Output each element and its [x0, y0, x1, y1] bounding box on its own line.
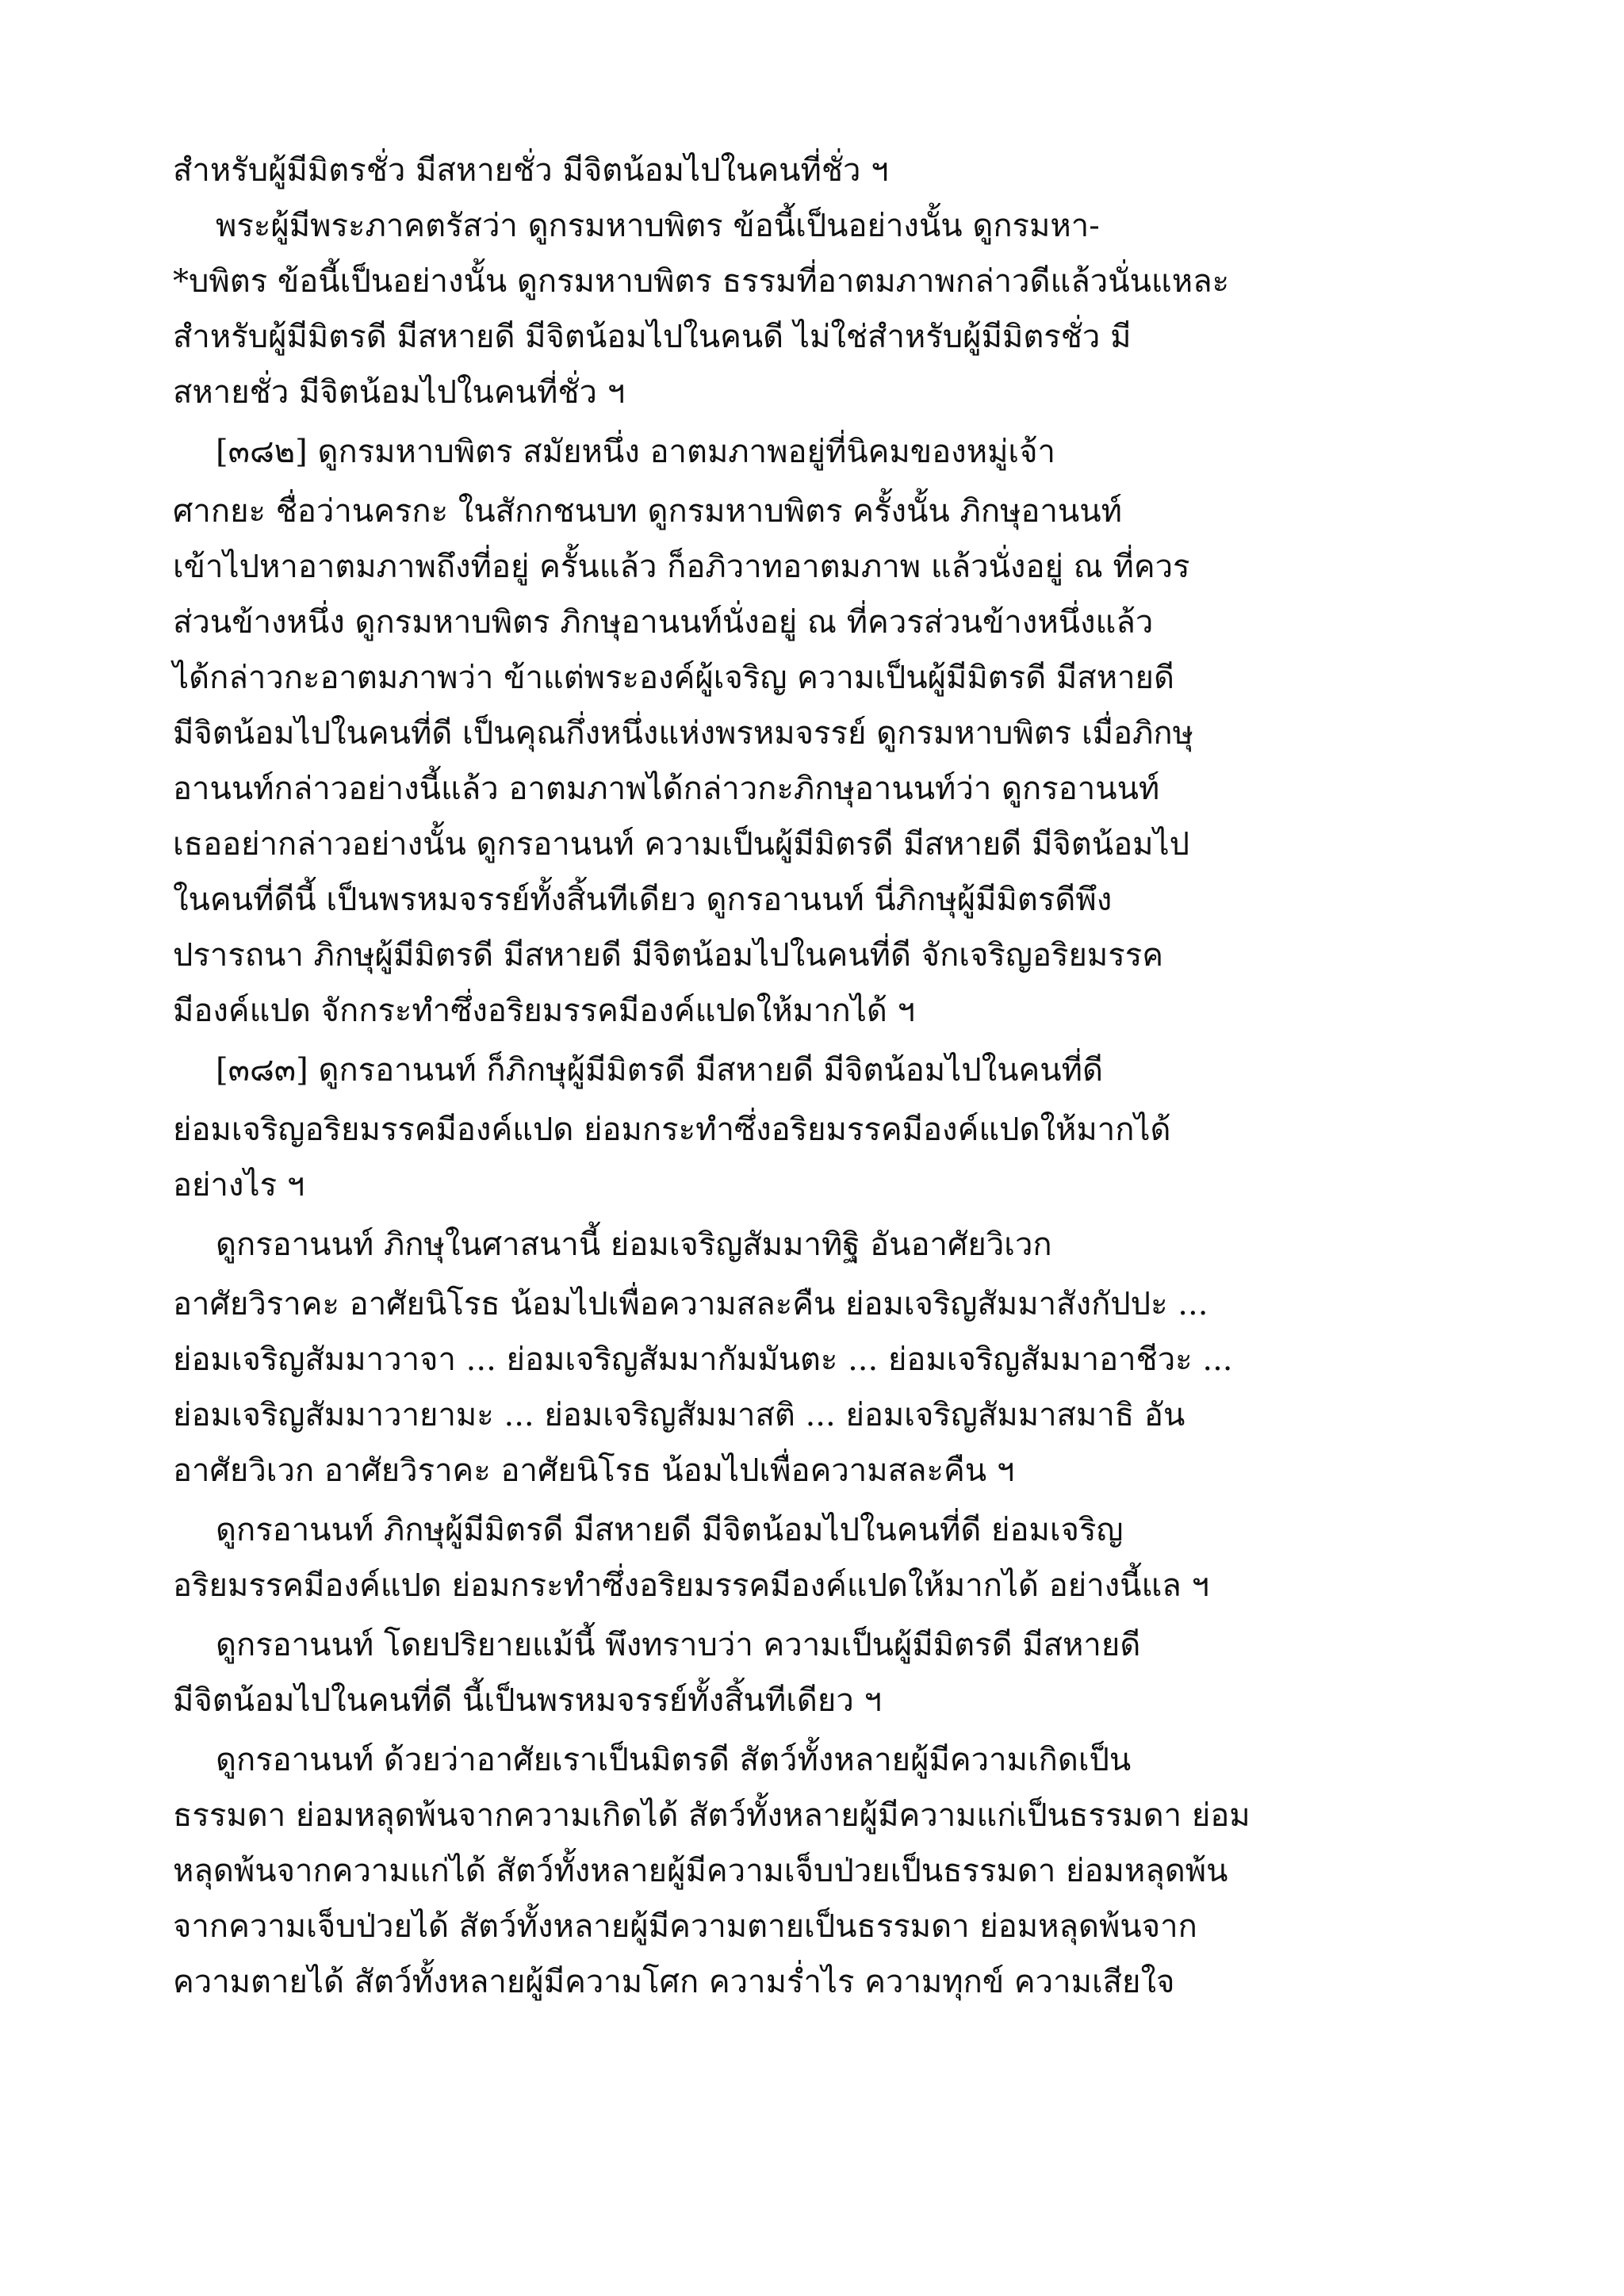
text-line: หลุดพ้นจากความแก่ได้ สัตว์ทั้งหลายผู้มีความเจ็บป่วยเป็นธรรมดา ย่อมหลุดพ้น	[173, 1853, 1228, 1889]
text-line: ย่อมเจริญอริยมรรคมีองค์แปด ย่อมกระทำซึ่งอริยมรรคมีองค์แปดให้มากได้	[173, 1112, 1171, 1148]
text-line: ความตายได้ สัตว์ทั้งหลายผู้มีความโศก ความร่ำไร ความทุกข์ ความเสียใจ	[173, 1964, 1175, 2000]
text-line: มีจิตน้อมไปในคนที่ดี เป็นคุณกึ่งหนึ่งแห่งพรหมจรรย์ ดูกรมหาบพิตร เมื่อภิกษุ	[173, 715, 1193, 752]
text-line: ดูกรอานนท์ ภิกษุในศาสนานี้ ย่อมเจริญสัมมาทิฐิ อันอาศัยวิเวก	[216, 1226, 1052, 1263]
text-line: ศากยะ ชื่อว่านครกะ ในสักกชนบท ดูกรมหาบพิตร ครั้งนั้น ภิกษุอานนท์	[173, 493, 1122, 530]
text-line: ธรรมดา ย่อมหลุดพ้นจากความเกิดได้ สัตว์ทั้งหลายผู้มีความแก่เป็นธรรมดา ย่อม	[173, 1797, 1251, 1834]
text-line: พระผู้มีพระภาคตรัสว่า ดูกรมหาบพิตร ข้อนี้เป็นอย่างนั้น ดูกรมหา-	[216, 208, 1100, 244]
text-line: สหายชั่ว มีจิตน้อมไปในคนที่ชั่ว ฯ	[173, 374, 626, 411]
text-line: อานนท์กล่าวอย่างนี้แล้ว อาตมภาพได้กล่าวกะภิกษุอานนท์ว่า ดูกรอานนท์	[173, 771, 1160, 807]
text-line: สำหรับผู้มีมิตรดี มีสหายดี มีจิตน้อมไปในคนดี ไม่ใช่สำหรับผู้มีมิตรชั่ว มี	[173, 319, 1132, 355]
text-line: ดูกรอานนท์ ภิกษุผู้มีมิตรดี มีสหายดี มีจิตน้อมไปในคนที่ดี ย่อมเจริญ	[216, 1512, 1124, 1548]
paragraph-number-382: [๓๘๒] ดูกรมหาบพิตร สมัยหนึ่ง อาตมภาพอยู่ที่นิคมของหมู่เจ้า	[216, 434, 1056, 470]
text-line: ดูกรอานนท์ ด้วยว่าอาศัยเราเป็นมิตรดี สัตว์ทั้งหลายผู้มีความเกิดเป็น	[216, 1742, 1132, 1778]
text-line: *บพิตร ข้อนี้เป็นอย่างนั้น ดูกรมหาบพิตร ธรรมที่อาตมภาพกล่าวดีแล้วนั่นแหละ	[173, 263, 1230, 300]
text-line: ดูกรอานนท์ โดยปริยายแม้นี้ พึงทราบว่า ความเป็นผู้มีมิตรดี มีสหายดี	[216, 1627, 1141, 1663]
text-line: เธออย่ากล่าวอย่างนั้น ดูกรอานนท์ ความเป็นผู้มีมิตรดี มีสหายดี มีจิตน้อมไป	[173, 826, 1190, 863]
text-line: อริยมรรคมีองค์แปด ย่อมกระทำซึ่งอริยมรรคมีองค์แปดให้มากได้ อย่างนี้แล ฯ	[173, 1567, 1209, 1604]
text-line: ย่อมเจริญสัมมาวาจา ... ย่อมเจริญสัมมากัมมันตะ ... ย่อมเจริญสัมมาอาชีวะ ...	[173, 1341, 1233, 1378]
text-line: จากความเจ็บป่วยได้ สัตว์ทั้งหลายผู้มีความตายเป็นธรรมดา ย่อมหลุดพ้นจาก	[173, 1908, 1197, 1945]
text-line: ได้กล่าวกะอาตมภาพว่า ข้าแต่พระองค์ผู้เจริญ ความเป็นผู้มีมิตรดี มีสหายดี	[173, 660, 1174, 696]
text-line: อาศัยวิเวก อาศัยวิราคะ อาศัยนิโรธ น้อมไปเพื่อความสละคืน ฯ	[173, 1452, 1015, 1489]
text-line: ปรารถนา ภิกษุผู้มีมิตรดี มีสหายดี มีจิตน้อมไปในคนที่ดี จักเจริญอริยมรรค	[173, 937, 1164, 974]
text-line: ย่อมเจริญสัมมาวายามะ ... ย่อมเจริญสัมมาสติ ... ย่อมเจริญสัมมาสมาธิ อัน	[173, 1397, 1185, 1433]
text-line: สำหรับผู้มีมิตรชั่ว มีสหายชั่ว มีจิตน้อมไปในคนที่ชั่ว ฯ	[173, 152, 889, 189]
text-line: มีจิตน้อมไปในคนที่ดี นี้เป็นพรหมจรรย์ทั้งสิ้นทีเดียว ฯ	[173, 1682, 882, 1719]
text-line: ส่วนข้างหนึ่ง ดูกรมหาบพิตร ภิกษุอานนท์นั่งอยู่ ณ ที่ควรส่วนข้างหนึ่งแล้ว	[173, 604, 1154, 641]
text-line: เข้าไปหาอาตมภาพถึงที่อยู่ ครั้นแล้ว ก็อภิวาทอาตมภาพ แล้วนั่งอยู่ ณ ที่ควร	[173, 549, 1190, 585]
text-line: มีองค์แปด จักกระทำซึ่งอริยมรรคมีองค์แปดให้มากได้ ฯ	[173, 993, 915, 1029]
paragraph-number-383: [๓๘๓] ดูกรอานนท์ ก็ภิกษุผู้มีมิตรดี มีสหายดี มีจิตน้อมไปในคนที่ดี	[216, 1052, 1103, 1089]
text-line: ในคนที่ดีนี้ เป็นพรหมจรรย์ทั้งสิ้นทีเดียว ดูกรอานนท์ นี่ภิกษุผู้มีมิตรดีพึง	[173, 882, 1113, 918]
text-line: อย่างไร ฯ	[173, 1167, 305, 1203]
text-line: อาศัยวิราคะ อาศัยนิโรธ น้อมไปเพื่อความสละคืน ย่อมเจริญสัมมาสังกัปปะ ...	[173, 1286, 1208, 1322]
